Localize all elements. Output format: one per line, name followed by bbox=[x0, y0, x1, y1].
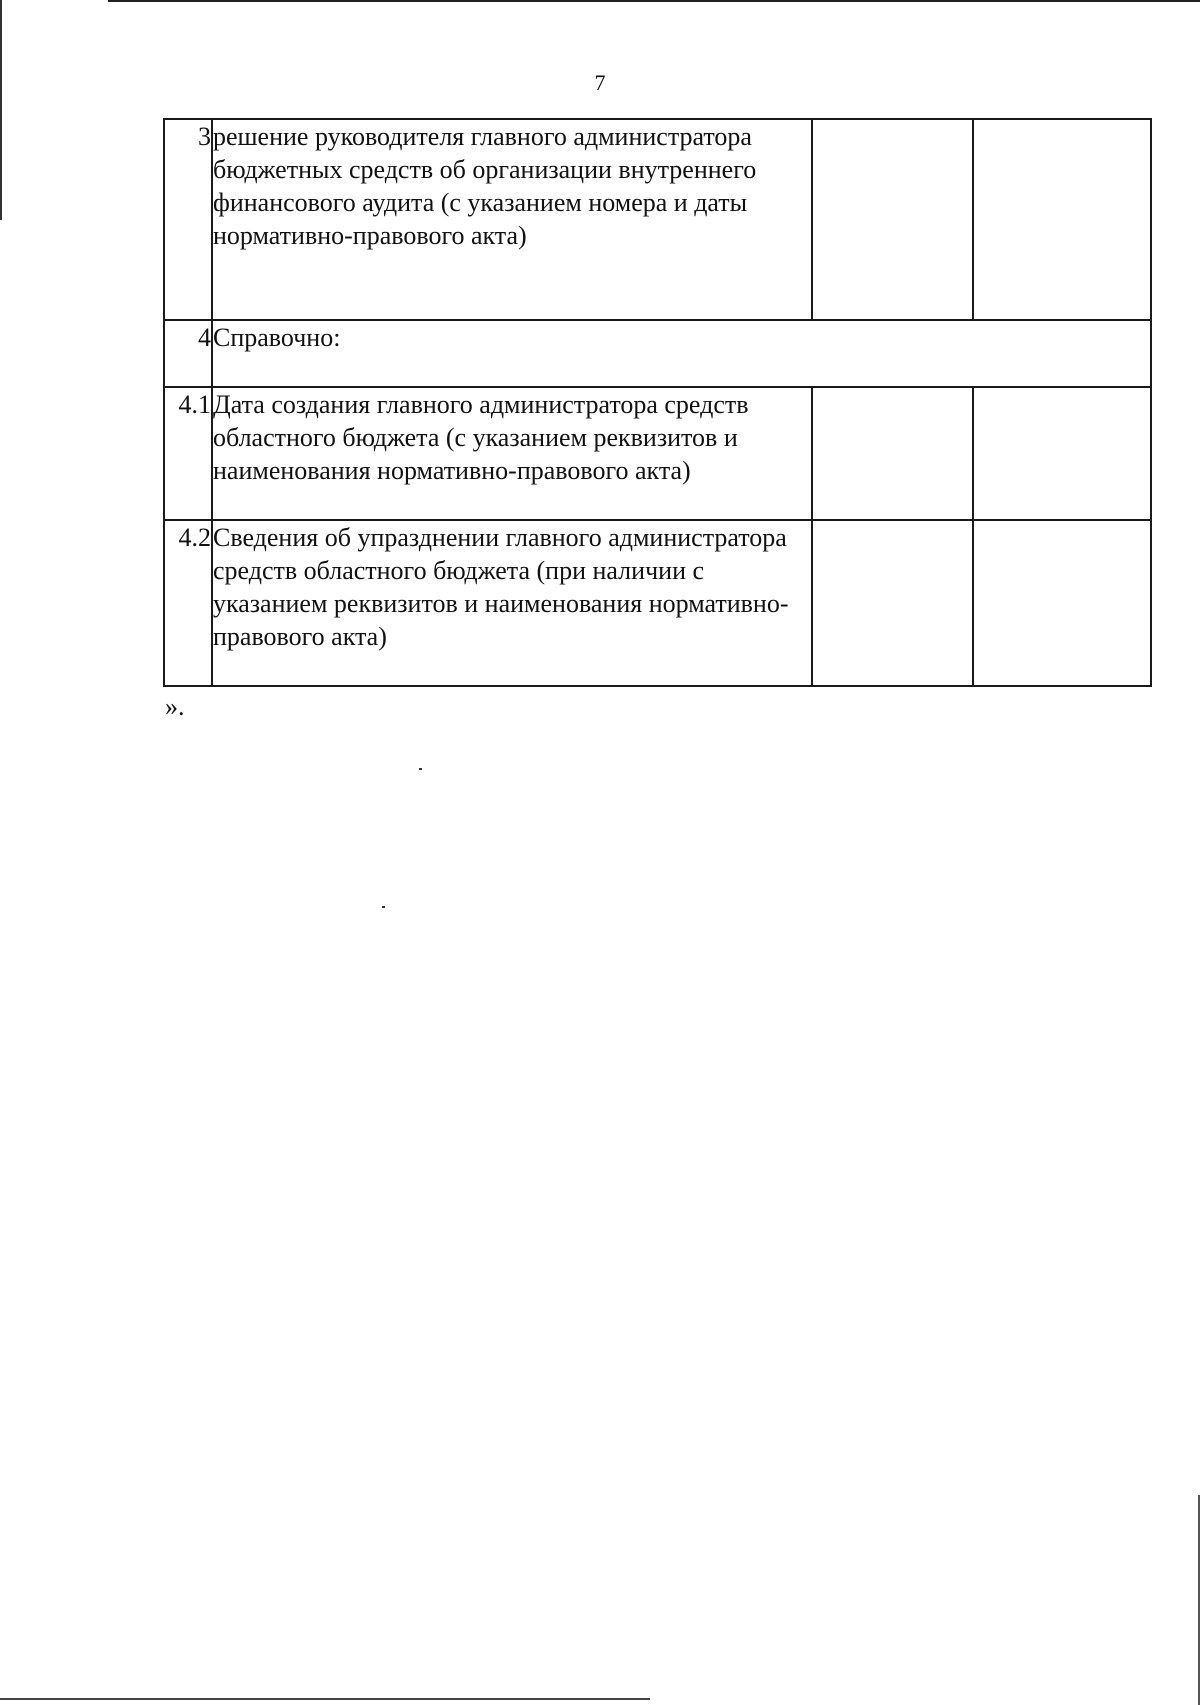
table-cell-empty bbox=[973, 119, 1151, 320]
scan-left-edge bbox=[0, 0, 2, 220]
row-number: 4.2 bbox=[164, 520, 212, 686]
closing-quote-mark: ». bbox=[165, 692, 185, 721]
row-number: 4.1 bbox=[164, 387, 212, 520]
scan-speck bbox=[419, 768, 422, 770]
scan-top-line bbox=[108, 0, 1200, 2]
row-text: Справочно: bbox=[212, 320, 1151, 387]
page-number: 7 bbox=[594, 70, 606, 95]
table-row bbox=[164, 520, 1151, 686]
table-cell-empty bbox=[973, 520, 1151, 686]
row-text: Сведения об упразднении главного администратора средств областного бюджета (при наличии с указанием реквизитов и наименования нормативно-правового акта) bbox=[212, 520, 812, 686]
table-cell-empty bbox=[812, 387, 973, 520]
table-row bbox=[164, 320, 1151, 387]
row-text: решение руководителя главного администратора бюджетных средств об организации внутреннего финансового аудита (с указанием номера и даты нормативно-правового акта) bbox=[212, 119, 812, 320]
document-table bbox=[163, 118, 1152, 687]
table-cell-empty bbox=[812, 119, 973, 320]
scan-bottom-line bbox=[0, 1698, 650, 1700]
row-text: Дата создания главного администратора средств областного бюджета (с указанием реквизитов и наименования нормативно-правового акта) bbox=[212, 387, 812, 520]
table-cell-empty bbox=[812, 520, 973, 686]
row-number: 3 bbox=[164, 119, 212, 320]
table-row bbox=[164, 387, 1151, 520]
scan-speck bbox=[382, 906, 385, 908]
table-row bbox=[164, 119, 1151, 320]
table-cell-empty bbox=[973, 387, 1151, 520]
row-number: 4 bbox=[164, 320, 212, 387]
